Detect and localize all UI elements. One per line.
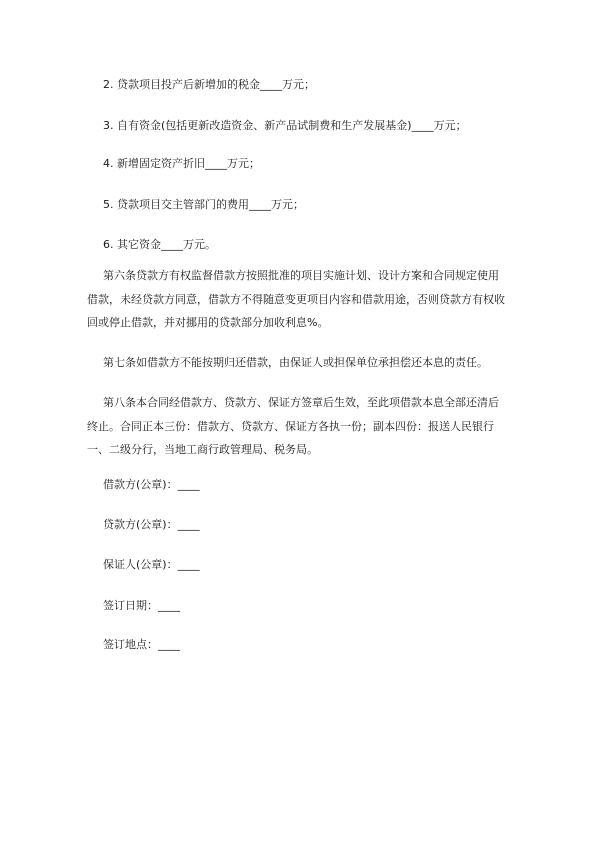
signing-date: 签订日期：____ <box>103 599 180 612</box>
article-seven: 第七条如借款方不能按期归还借款，由保证人或担保单位承担偿还本息的责任。 <box>103 356 488 369</box>
signing-place: 签订地点：____ <box>103 638 180 651</box>
item-department-fee: 5. 贷款项目交主管部门的费用____万元； <box>103 198 304 211</box>
item-depreciation: 4. 新增固定资产折旧____万元； <box>103 157 260 170</box>
guarantor-seal: 保证人(公章)：____ <box>103 558 200 571</box>
borrower-seal: 借款方(公章)：____ <box>103 478 200 491</box>
article-six: 第六条贷款方有权监督借款方按照批准的项目实施计划、设计方案和合同规定使用借款，未经贷款方同意，借款方不得随意变更项目内容和借款用途，否则贷款方有权收回或停止借款，并对挪用的贷款部分加收利息%。 <box>87 269 505 329</box>
article-eight: 第八条本合同经借款方、贷款方、保证方签章后生效，至此项借款本息全部还清后终止。合同正本三份：借款方、贷款方、保证方各执一份；副本四份：报送人民银行一、二级分行，当地工商行政管理局、税务局。 <box>87 396 499 456</box>
item-other-funds: 6. 其它资金____万元。 <box>103 238 216 251</box>
item-own-funds: 3. 自有资金(包括更新改造资金、新产品试制费和生产发展基金)____万元； <box>103 119 467 132</box>
lender-seal: 贷款方(公章)：____ <box>103 518 200 531</box>
item-tax: 2. 贷款项目投产后新增加的税金____万元； <box>103 78 315 91</box>
